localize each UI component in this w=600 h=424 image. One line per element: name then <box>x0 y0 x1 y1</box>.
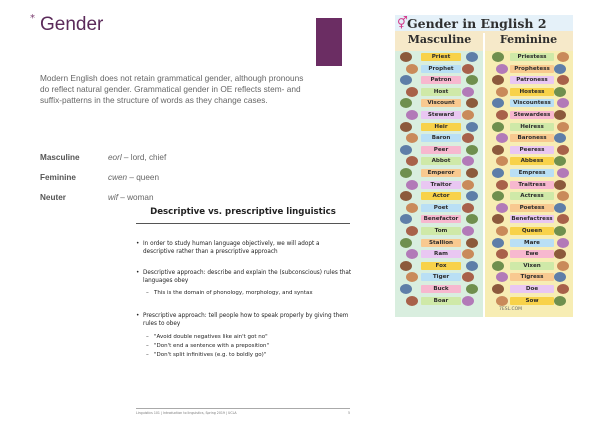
character-illustration <box>496 110 508 120</box>
character-illustration <box>492 238 504 248</box>
masculine-word: Traitor <box>421 181 461 189</box>
slide-title: Descriptive vs. prescriptive linguistics <box>150 207 336 217</box>
character-illustration <box>466 52 478 62</box>
character-illustration <box>496 203 508 213</box>
character-illustration <box>400 122 412 132</box>
character-illustration <box>554 180 566 190</box>
character-illustration <box>557 122 569 132</box>
masculine-word: Prophet <box>421 65 461 73</box>
slide-subbullet <box>146 351 352 359</box>
masculine-word: Emperor <box>421 169 461 177</box>
bullet-dot: • <box>136 313 140 319</box>
character-illustration <box>492 145 504 155</box>
character-illustration <box>406 87 418 97</box>
intro-paragraph: Modern English does not retain grammatical gender, although pronouns do reflect natural gender. Grammatical gender in OE reflects stem- and suffix-patterns in the structure of words as they change cases. <box>40 73 304 105</box>
gender-poster <box>395 15 573 317</box>
character-illustration <box>462 180 474 190</box>
sub-dash: – <box>146 290 149 296</box>
gender-label: Neuter <box>40 193 66 202</box>
character-illustration <box>496 64 508 74</box>
sub-text: This is the domain of phonology, morphology, and syntax <box>154 290 313 296</box>
masculine-word: Fox <box>421 262 461 270</box>
masculine-word: Host <box>421 88 461 96</box>
embedded-slide <box>132 207 354 417</box>
character-illustration <box>554 64 566 74</box>
character-illustration <box>400 168 412 178</box>
page-title: Gender <box>40 14 104 35</box>
character-illustration <box>400 52 412 62</box>
feminine-word: Actress <box>510 192 554 200</box>
gender-label: Masculine <box>40 153 80 162</box>
gender-row-feminine <box>40 173 159 182</box>
gender-gloss: – woman <box>118 193 154 202</box>
feminine-word: Patroness <box>510 76 554 84</box>
character-illustration <box>554 226 566 236</box>
feminine-word: Queen <box>510 227 554 235</box>
slide-footer-text: Linguistics 101 | Introduction to linguistics, Spring 2019 | UCLA <box>136 411 237 415</box>
character-illustration <box>492 122 504 132</box>
character-illustration <box>462 64 474 74</box>
bullet-text: In order to study human language objectively, we will adopt a descriptive rather than a prescriptive approach <box>143 241 320 256</box>
character-illustration <box>492 284 504 294</box>
masculine-word: Poet <box>421 204 461 212</box>
character-illustration <box>462 226 474 236</box>
character-illustration <box>557 168 569 178</box>
masculine-header: Masculine <box>407 33 472 46</box>
character-illustration <box>554 87 566 97</box>
feminine-word: Prophetess <box>510 65 554 73</box>
poster-logo: 7ESL.COM <box>499 307 523 312</box>
character-illustration <box>406 180 418 190</box>
sub-dash: – <box>146 352 149 358</box>
feminine-word: Empress <box>510 169 554 177</box>
feminine-word: Vixen <box>510 262 554 270</box>
feminine-word: Doe <box>510 285 554 293</box>
character-illustration <box>492 261 504 271</box>
character-illustration <box>400 145 412 155</box>
feminine-word: Stewardess <box>510 111 554 119</box>
character-illustration <box>557 145 569 155</box>
bullet-text: Prescriptive approach: tell people how to speak properly by giving them rules to obey <box>143 313 349 328</box>
character-illustration <box>406 110 418 120</box>
masculine-word: Benefactor <box>421 215 461 223</box>
masculine-word: Baron <box>421 134 461 142</box>
feminine-word: Tigress <box>510 273 554 281</box>
masculine-word: Patron <box>421 76 461 84</box>
feminine-word: Hostess <box>510 88 554 96</box>
feminine-word: Heiress <box>510 123 554 131</box>
accent-bar <box>316 18 342 66</box>
bullet-text: Descriptive approach: describe and explain the (subconscious) rules that languages obey <box>143 270 352 285</box>
character-illustration <box>557 238 569 248</box>
gender-example: eorl <box>108 153 122 162</box>
sub-dash: – <box>146 343 149 349</box>
poster-title: Gender in English 2 <box>407 16 547 31</box>
gender-row-masculine <box>40 153 166 162</box>
column-divider <box>483 33 485 317</box>
character-illustration <box>496 87 508 97</box>
character-illustration <box>496 226 508 236</box>
character-illustration <box>496 296 508 306</box>
character-illustration <box>492 168 504 178</box>
character-illustration <box>400 261 412 271</box>
gender-symbol-icon: ⚥ <box>397 16 408 30</box>
slide-bullet <box>136 312 352 328</box>
gender-row-neuter <box>40 193 154 202</box>
feminine-word: Traitress <box>510 181 554 189</box>
feminine-word: Baroness <box>510 134 554 142</box>
masculine-word: Priest <box>421 53 461 61</box>
bullet-dot: • <box>136 270 140 276</box>
masculine-word: Stallion <box>421 239 461 247</box>
slide-bullet <box>136 269 352 285</box>
character-illustration <box>462 296 474 306</box>
sub-text: "Avoid double negatives like ain't got no" <box>154 334 268 340</box>
gender-gloss: – queen <box>127 173 159 182</box>
character-illustration <box>496 180 508 190</box>
gender-gloss: – lord, chief <box>121 153 167 162</box>
masculine-word: Steward <box>421 111 461 119</box>
slide-footer <box>136 411 350 415</box>
feminine-word: Ewe <box>510 250 554 258</box>
character-illustration <box>462 203 474 213</box>
slide-title-rule <box>136 223 350 224</box>
feminine-word: Benefactress <box>511 216 553 223</box>
masculine-word: Heir <box>421 123 461 131</box>
masculine-word: Viscount <box>421 99 461 107</box>
character-illustration <box>554 110 566 120</box>
feminine-word: Priestess <box>510 53 554 61</box>
character-illustration <box>554 203 566 213</box>
slide-bullet <box>136 240 352 256</box>
feminine-word: Peeress <box>510 146 554 154</box>
gender-example: wif <box>108 193 119 202</box>
masculine-word: Buck <box>421 285 461 293</box>
sub-text: "Don't split infinitives (e.g. to boldly go)" <box>154 352 267 358</box>
feminine-word: Viscountess <box>510 99 554 107</box>
feminine-word: Sow <box>510 297 554 305</box>
slide-subbullet <box>146 342 352 350</box>
sub-text: "Don't end a sentence with a preposition" <box>154 343 270 349</box>
slide-page-number: 5 <box>347 411 350 415</box>
masculine-word: Boar <box>421 297 461 305</box>
character-illustration <box>557 284 569 294</box>
character-illustration <box>466 261 478 271</box>
character-illustration <box>557 52 569 62</box>
character-illustration <box>462 110 474 120</box>
bullet-dot: • <box>136 241 140 247</box>
slide-subbullet <box>146 333 352 341</box>
character-illustration <box>466 168 478 178</box>
character-illustration <box>400 284 412 294</box>
character-illustration <box>492 52 504 62</box>
feminine-word: Poetess <box>510 204 554 212</box>
character-illustration <box>466 284 478 294</box>
masculine-word: Tiger <box>421 273 461 281</box>
character-illustration <box>466 122 478 132</box>
slide-footer-rule <box>136 408 350 409</box>
masculine-word: Tom <box>421 227 461 235</box>
feminine-word: Abbess <box>510 157 554 165</box>
feminine-word: Mare <box>510 239 554 247</box>
character-illustration <box>466 145 478 155</box>
character-illustration <box>557 261 569 271</box>
masculine-word: Abbot <box>421 157 461 165</box>
character-illustration <box>462 87 474 97</box>
sub-dash: – <box>146 334 149 340</box>
character-illustration <box>406 64 418 74</box>
masculine-word: Ram <box>421 250 461 258</box>
masculine-word: Peer <box>421 146 461 154</box>
character-illustration <box>554 296 566 306</box>
character-illustration <box>400 238 412 248</box>
character-illustration <box>406 296 418 306</box>
character-illustration <box>406 226 418 236</box>
character-illustration <box>466 238 478 248</box>
gender-example: cwen <box>108 173 128 182</box>
character-illustration <box>406 203 418 213</box>
masculine-word: Actor <box>421 192 461 200</box>
gender-label: Feminine <box>40 173 76 182</box>
slide-subbullet <box>146 289 352 297</box>
title-star: * <box>30 13 35 24</box>
feminine-header: Feminine <box>499 33 558 46</box>
